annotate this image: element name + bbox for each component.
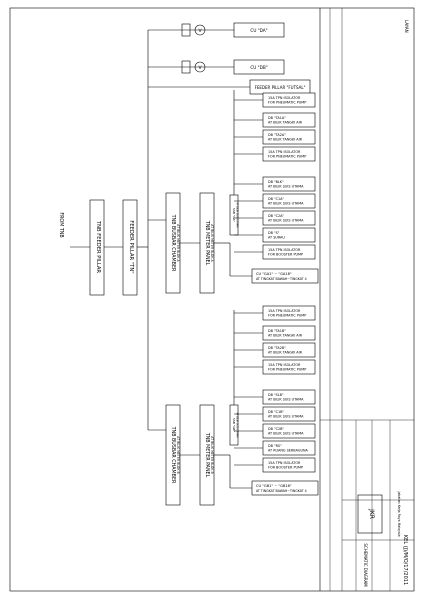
block_a-item-label: DB "S" (268, 231, 280, 235)
block_b-item-label: DB "TA1B" (268, 329, 286, 333)
cu-da-label: CU "DA" (250, 28, 268, 33)
block-a-meter-sub: AT BILIK METER BLOK A (210, 224, 214, 262)
block-a-chamber-sub: AT BILIK METER BLOK A (176, 224, 180, 262)
block_b-item-label: FOR PNEUMATIC PUMP (268, 313, 307, 318)
block_b-item-label: DB "TA2B" (268, 346, 286, 350)
block-b-chamber-label: TNB BUSBAR CHAMBER (170, 426, 175, 484)
block-b-ssb-sub: AT BILIK SUIS UTAMA (235, 412, 239, 438)
title-block (320, 8, 414, 591)
drawing-number: KEL (J)/M/O/17/2011 (402, 534, 408, 586)
block-a-cu-label: CU "GA1" ~ "GA18" (256, 272, 292, 276)
block_a-item-label: DB "C2A" (268, 214, 284, 218)
block-b-meter-sub: AT BILIK METER BLOK B (210, 436, 214, 474)
block-a-cu-sub: AT TINGKAT BAWAH~TINGKAT 4 (256, 277, 307, 281)
meter-db-symbol: V (198, 66, 202, 71)
block_b-item-label: AT BILIK SUIS UTAMA (268, 431, 304, 436)
block-b-cu-label: CU "GB1" ~ "GB18" (256, 484, 292, 488)
org-name: Jabatan Kerja Raya Malaysia (397, 491, 401, 537)
block-b-ssb-label: SSB "GB" (232, 418, 236, 432)
block_b-item-label: 15A TPN ISOLATOR (268, 309, 301, 313)
jkr-logo-text: JKR (368, 509, 375, 519)
block_a-item-label: DB "TA2A" (268, 133, 286, 137)
feeder-pillar-futsal-label: FEEDER PILLAR "FUTSAL" (254, 85, 306, 90)
block-b-chamber-sub: AT BILIK METER BLOK B (176, 436, 180, 474)
block_a-item-label: AT SURAU (268, 235, 285, 240)
block_a-item-label: AT BILIK TANGKI AIR (268, 120, 302, 125)
block_b-item-label: 15A TPN ISOLATOR (268, 461, 301, 465)
meter-da-symbol: V (198, 29, 202, 34)
block_b-item-label: FOR BOOSTER PUMP (268, 465, 303, 470)
block_a-item-label: FOR PNEUMATIC PUMP (268, 100, 307, 105)
tnb-feeder-pillar-label: TNB FEEDER PILLAR (95, 220, 101, 274)
source-label: FROM TNB (58, 212, 63, 238)
feeder-pillar-tn-label: FEEDER PILLAR "TN" (128, 220, 134, 274)
block_b-item-label: AT BILIK SUIS UTAMA (268, 414, 304, 419)
block-a-ssb-sub: AT BILIK SUIS UTAMA (235, 202, 239, 228)
block-a-meter-label: TNB METER PANEL (204, 220, 209, 266)
block-a-group (166, 90, 318, 293)
header-label: LAYAN (404, 20, 409, 33)
drawing-title: SCHEMATIC DIAGRAM (363, 543, 368, 587)
block_b-item-label: DB "SLB" (268, 393, 284, 397)
block-a-ssb-label: SSB "GA" (232, 208, 236, 222)
block_b-item-label: AT BILIK TANGKI AIR (268, 333, 302, 338)
block_a-item-label: AT BILIK TANGKI AIR (268, 137, 302, 142)
block-b-cu-sub: AT TINGKAT BAWAH~TINGKAT 4 (256, 489, 307, 493)
block_a-item-label: DB "TA1A" (268, 116, 286, 120)
block_b-item-label: DB "RS" (268, 444, 282, 448)
block_b-item-label: FOR PNEUMATIC PUMP (268, 367, 307, 372)
block_b-item-label: DB "C2B" (268, 427, 284, 431)
block_a-item-label: 15A TPN ISOLATOR (268, 248, 301, 252)
block_a-item-label: AT BILIK SUIS UTAMA (268, 218, 304, 223)
block_b-item-label: 15A TPN ISOLATOR (268, 363, 301, 367)
block_a-item-label: DB "C1A" (268, 197, 284, 201)
block_a-item-label: 15A TPN ISOLATOR (268, 96, 301, 100)
block_b-item-label: AT BILIK TANGKI AIR (268, 350, 302, 355)
block-b-meter-label: TNB METER PANEL (204, 432, 209, 478)
cu-db-label: CU "DB" (250, 65, 268, 70)
block-a-chamber-label: TNB BUSBAR CHAMBER (170, 214, 175, 272)
block_a-item-label: FOR PNEUMATIC PUMP (268, 154, 307, 159)
block_a-item-label: AT BILIK SUIS UTAMA (268, 184, 304, 189)
block_a-item-label: 15A TPN ISOLATOR (268, 150, 301, 154)
block_b-item-label: DB "C1B" (268, 410, 284, 414)
block_a-item-label: DB "BLK" (268, 180, 284, 184)
block-b-group (166, 306, 318, 505)
block_b-item-label: AT BILIK SUIS UTAMA (268, 397, 304, 402)
block_a-item-label: FOR BOOSTER PUMP (268, 252, 303, 257)
block_a-item-label: AT BILIK SUIS UTAMA (268, 201, 304, 206)
block_b-item-label: AT RUANG SERBAGUNA (268, 448, 308, 453)
